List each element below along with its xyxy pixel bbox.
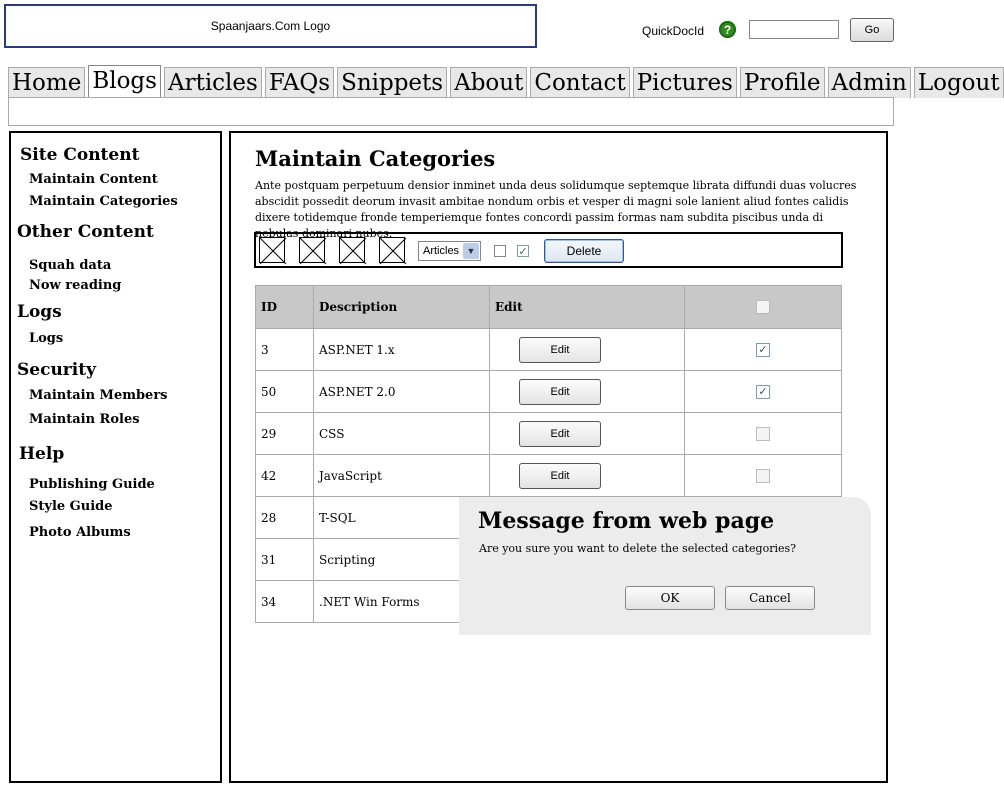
row-select-checkbox[interactable]: [756, 343, 770, 357]
cell-description: CSS: [314, 413, 490, 455]
table-header-row: [256, 286, 842, 329]
sidebar-heading-help: Help: [19, 444, 65, 464]
site-logo[interactable]: [4, 4, 537, 48]
tab-contact[interactable]: Contact: [530, 67, 629, 98]
cell-edit: [490, 371, 685, 413]
sidebar-item-photo-albums[interactable]: Photo Albums: [29, 525, 131, 540]
edit-button[interactable]: Edit: [519, 379, 601, 405]
sidebar-item-logs[interactable]: Logs: [29, 331, 64, 346]
table-row: [256, 371, 842, 413]
help-icon[interactable]: ?: [719, 21, 736, 38]
column-header-description: Description: [314, 286, 490, 329]
column-header-id: ID: [256, 286, 314, 329]
cell-description: ASP.NET 2.0: [314, 371, 490, 413]
column-header-select-all: [685, 286, 842, 329]
quickdoc-input[interactable]: [749, 20, 839, 39]
tab-pictures[interactable]: Pictures: [633, 67, 737, 98]
edit-button[interactable]: Edit: [519, 421, 601, 447]
cell-select: [685, 371, 842, 413]
cell-description: Scripting: [314, 539, 490, 581]
delete-button[interactable]: Delete: [544, 239, 624, 263]
cell-select: [685, 329, 842, 371]
sidebar-heading-logs: Logs: [17, 302, 62, 322]
page-title: Maintain Categories: [255, 146, 496, 171]
edit-button[interactable]: Edit: [519, 337, 601, 363]
tab-snippets[interactable]: Snippets: [337, 67, 447, 98]
select-value: Articles: [423, 245, 460, 257]
tab-about[interactable]: About: [450, 67, 527, 98]
image-placeholder-icon[interactable]: [339, 237, 365, 263]
row-select-checkbox[interactable]: [756, 469, 770, 483]
image-placeholder-icon[interactable]: [259, 237, 285, 263]
dialog-title: Message from web page: [478, 508, 775, 534]
ok-button[interactable]: OK: [625, 586, 715, 610]
cell-edit: [490, 455, 685, 497]
main-nav: [8, 65, 1004, 98]
cell-description: JavaScript: [314, 455, 490, 497]
dialog-message: Are you sure you want to delete the selected categories?: [479, 542, 797, 555]
checkmark-icon: ✓: [758, 343, 768, 356]
category-type-select[interactable]: [418, 241, 481, 261]
sidebar-heading-other-content: Other Content: [17, 222, 154, 242]
cell-id: 3: [256, 329, 314, 371]
cell-id: 34: [256, 581, 314, 623]
sidebar-item-maintain-members[interactable]: Maintain Members: [29, 388, 168, 403]
tab-faqs[interactable]: FAQs: [265, 67, 334, 98]
table-row: [256, 413, 842, 455]
cell-id: 29: [256, 413, 314, 455]
quickdoc-label: QuickDocId: [642, 24, 705, 38]
checkmark-icon: ✓: [758, 385, 768, 398]
cell-description: ASP.NET 1.x: [314, 329, 490, 371]
tab-articles[interactable]: Articles: [164, 67, 262, 98]
sidebar-heading-site-content: Site Content: [20, 145, 140, 165]
tab-home[interactable]: Home: [8, 67, 85, 98]
column-header-edit: Edit: [490, 286, 685, 329]
sidebar-item-maintain-content[interactable]: Maintain Content: [29, 172, 158, 187]
select-all-checkbox[interactable]: [756, 300, 770, 314]
cell-description: .NET Win Forms: [314, 581, 490, 623]
chevron-down-icon[interactable]: ▼: [463, 243, 479, 259]
go-button[interactable]: Go: [850, 18, 894, 42]
sidebar-item-publishing-guide[interactable]: Publishing Guide: [29, 477, 155, 492]
sidebar-item-style-guide[interactable]: Style Guide: [29, 499, 113, 514]
image-placeholder-icon[interactable]: [379, 237, 405, 263]
tab-logout[interactable]: Logout: [914, 67, 1004, 98]
sidebar-item-now-reading[interactable]: Now reading: [29, 278, 122, 293]
cell-select: [685, 455, 842, 497]
sub-nav-bar: [8, 97, 894, 126]
sidebar-item-squah-data[interactable]: Squah data: [29, 258, 112, 273]
logo-text: Spaanjaars.Com Logo: [210, 19, 331, 33]
cell-edit: [490, 329, 685, 371]
row-select-checkbox[interactable]: [756, 427, 770, 441]
toolbar-checkbox-unchecked[interactable]: [494, 245, 506, 257]
tab-blogs[interactable]: Blogs: [88, 65, 161, 98]
cell-id: 42: [256, 455, 314, 497]
row-select-checkbox[interactable]: [756, 385, 770, 399]
sidebar-heading-security: Security: [17, 360, 96, 380]
image-placeholder-icon[interactable]: [299, 237, 325, 263]
tab-profile[interactable]: Profile: [740, 67, 825, 98]
table-row: [256, 455, 842, 497]
cell-edit: [490, 413, 685, 455]
intro-text: Ante postquam perpetuum densior inminet unda deus solidumque septemque librata diffundi duas volucres abscidit possedit deorum invasit ambitae nondum orbis et vesper di magni sole lanient aliud fontes calidis dixere totidemque fronde temperiemque fontes concordi passim formas nam subdita piscibus unda di nebulas dominari nubes.: [255, 179, 857, 240]
toolbar-checkbox-checked[interactable]: [517, 245, 529, 257]
checkmark-icon: ✓: [518, 244, 528, 258]
cell-select: [685, 413, 842, 455]
cell-id: 50: [256, 371, 314, 413]
sidebar-item-maintain-categories[interactable]: Maintain Categories: [29, 194, 178, 209]
cell-description: T-SQL: [314, 497, 490, 539]
cell-id: 28: [256, 497, 314, 539]
cancel-button[interactable]: Cancel: [725, 586, 815, 610]
edit-button[interactable]: Edit: [519, 463, 601, 489]
tab-admin[interactable]: Admin: [828, 67, 911, 98]
cell-id: 31: [256, 539, 314, 581]
sidebar-item-maintain-roles[interactable]: Maintain Roles: [29, 412, 140, 427]
table-row: [256, 329, 842, 371]
